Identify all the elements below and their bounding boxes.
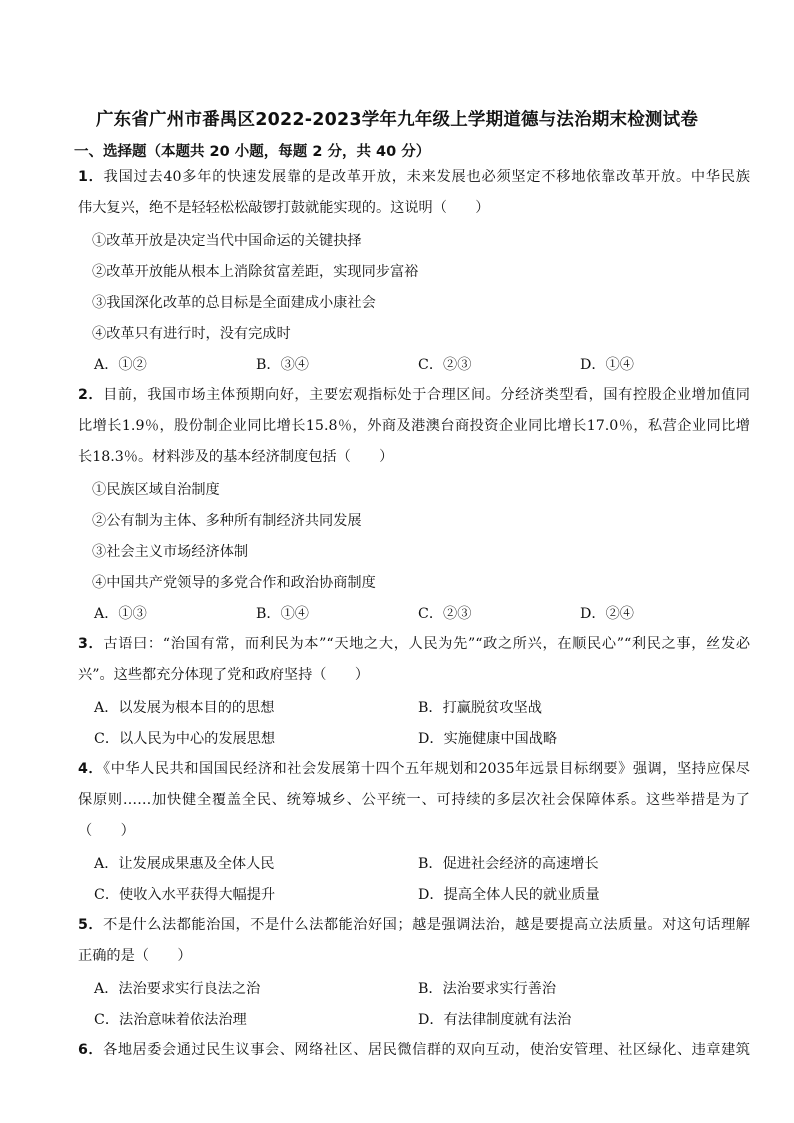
choice-a: A．以发展为根本目的的思想 — [94, 700, 275, 716]
question-4-line-2: 保原则……加快健全覆盖全民、统筹城乡、公平统一、可持续的多层次社会保障体系。这些举措是为了 — [78, 792, 750, 808]
question-2-line-1: 2．目前，我国市场主体预期向好，主要宏观指标处于合理区间。分经济类型看，国有控股企业增加值同 — [78, 387, 750, 403]
question-number: 3． — [78, 636, 104, 652]
statement-item: ④改革只有进行时，没有完成时 — [92, 326, 291, 342]
exam-title: 广东省广州市番禺区2022-2023学年九年级上学期道德与法治期末检测试卷 — [95, 110, 699, 130]
choice-d: D．提高全体人民的就业质量 — [418, 887, 600, 903]
question-number: 4． — [78, 761, 104, 777]
question-3-line-1: 3．古语曰：“治国有常，而利民为本”“天地之大，人民为先”“政之所兴，在顺民心”“利民之事，丝发必 — [78, 636, 751, 652]
question-5-line-1: 5．不是什么法都能治国，不是什么法都能治好国；越是强调法治，越是要提高立法质量。对这句话理解 — [78, 917, 750, 933]
choice-d: D．有法律制度就有法治 — [418, 1012, 572, 1028]
choice-a: A．①② — [94, 357, 147, 373]
choice-b: B．促进社会经济的高速增长 — [418, 856, 599, 872]
statement-item: ③我国深化改革的总目标是全面建成小康社会 — [92, 295, 376, 311]
question-4-line-1: 4．《中华人民共和国国民经济和社会发展第十四个五年规划和2035年远景目标纲要》强调，坚持应保尽 — [78, 761, 750, 777]
statement-item: ④中国共产党领导的多党合作和政治协商制度 — [92, 575, 376, 591]
question-1-line-1: 1．我国过去40多年的快速发展靠的是改革开放，未来发展也必须坚定不移地依靠改革开放。中华民族 — [78, 169, 750, 185]
section-heading: 一、选择题（本题共 20 小题，每题 2 分，共 40 分） — [74, 144, 431, 160]
question-2-line-2: 比增长1.9％，股份制企业同比增长15.8％，外商及港澳台商投资企业同比增长17.0％，私营企业同比增 — [78, 418, 750, 434]
question-1-line-2: 伟大复兴，绝不是轻轻松松敲锣打鼓就能实现的。这说明（ ） — [78, 200, 490, 216]
choice-a: A．①③ — [94, 606, 147, 622]
choice-b: B．①④ — [256, 606, 309, 622]
choice-a: A．让发展成果惠及全体人民 — [94, 856, 275, 872]
choice-c: C．法治意味着依法治理 — [94, 1012, 247, 1028]
question-2-line-3: 长18.3％。材料涉及的基本经济制度包括（ ） — [78, 449, 394, 465]
choice-a: A．法治要求实行良法之治 — [94, 981, 261, 997]
question-6-line-1: 6．各地居委会通过民生议事会、网络社区、居民微信群的双向互动，使治安管理、社区绿化、违章建筑 — [78, 1042, 750, 1058]
statement-item: ③社会主义市场经济体制 — [92, 544, 249, 560]
choice-c: C．②③ — [418, 357, 472, 373]
question-number: 5． — [78, 917, 104, 933]
choice-d: D．②④ — [580, 606, 634, 622]
question-number: 2． — [78, 387, 104, 403]
question-number: 6． — [78, 1042, 104, 1058]
question-3-line-2: 兴”。这些都充分体现了党和政府坚持（ ） — [78, 667, 370, 683]
question-5-line-2: 正确的是（ ） — [78, 948, 192, 964]
choice-c: C．②③ — [418, 606, 472, 622]
choice-b: B．③④ — [256, 357, 309, 373]
question-number: 1． — [78, 169, 104, 185]
choice-c: C．以人民为中心的发展思想 — [94, 731, 276, 747]
choice-b: B．打赢脱贫攻坚战 — [418, 700, 542, 716]
statement-item: ①民族区域自治制度 — [92, 482, 220, 498]
choice-c: C．使收入水平获得大幅提升 — [94, 887, 276, 903]
statement-item: ①改革开放是决定当代中国命运的关键抉择 — [92, 233, 362, 249]
statement-item: ②公有制为主体、多种所有制经济共同发展 — [92, 513, 362, 529]
choice-d: D．实施健康中国战略 — [418, 731, 558, 747]
choice-b: B．法治要求实行善治 — [418, 981, 557, 997]
statement-item: ②改革开放能从根本上消除贫富差距，实现同步富裕 — [92, 264, 419, 280]
question-4-line-3: （ ） — [78, 823, 135, 839]
choice-d: D．①④ — [580, 357, 634, 373]
